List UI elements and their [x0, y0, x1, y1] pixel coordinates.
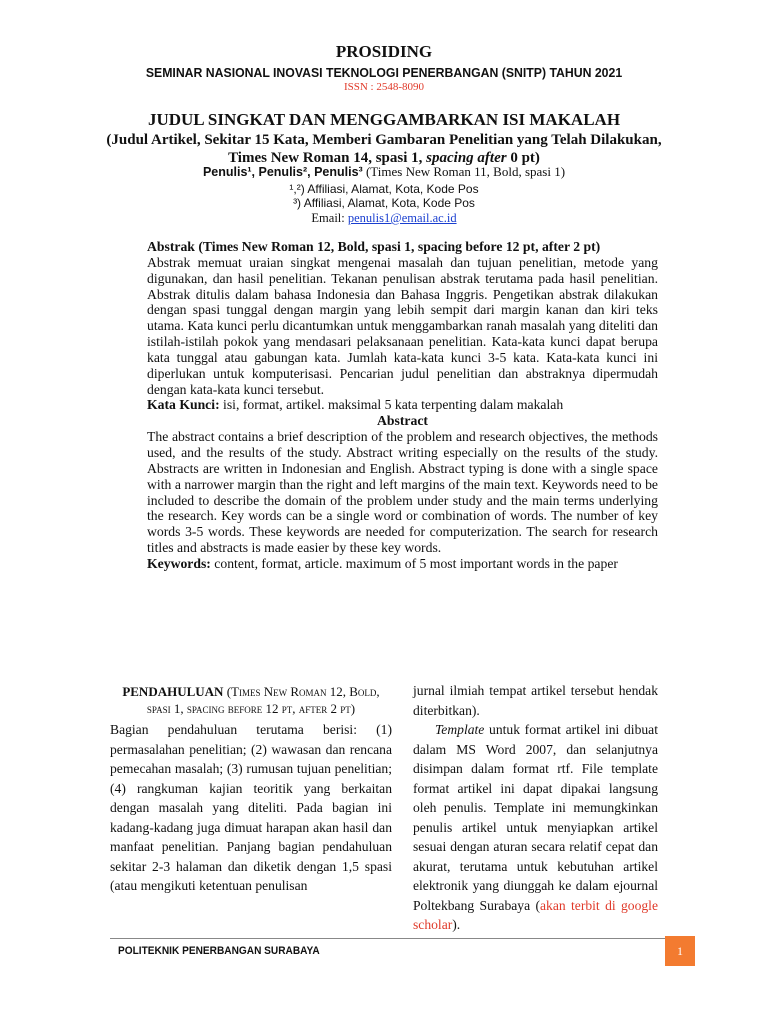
intro-heading-bold: PENDAHULUAN	[122, 684, 224, 699]
affiliation-1: ¹,²) Affiliasi, Alamat, Kota, Kode Pos	[289, 182, 479, 196]
abstract-id-keywords	[147, 397, 658, 413]
intro-heading-note: (Times New Roman 12, Bold, spasi 1, spacing before 12 pt, after 2 pt)	[146, 684, 380, 716]
abstract-en-body: The abstract contains a brief description of the problem and research objectives, the methods used, and the results of the study. Abstract writing especially on the results of the study. Abstracts are written in Indonesian and English. Abstract typing is done with a single space with a narrower margin than the right and left margins of the main text. Keywords need to be included to describe the domain of the problem under study and the main terms underlying the research. Key words can be a single word or combination of words. The number of key words 3-5 words. These keywords are needed for computerization. The search for research titles and abstracts is made easier by these key words.	[147, 429, 658, 556]
email-label: Email:	[311, 211, 348, 225]
author-names: Penulis¹, Penulis², Penulis³	[202, 165, 363, 179]
footer-institution: POLITEKNIK PENERBANGAN SURABAYA	[118, 945, 320, 957]
email-line	[0, 211, 768, 226]
keywords-values: content, format, article. maximum of 5 most important words in the paper	[210, 555, 618, 571]
affiliation-2: ³) Affiliasi, Alamat, Kota, Kode Pos	[293, 196, 475, 210]
prosiding-heading: PROSIDING	[335, 42, 433, 61]
kata-kunci-values: isi, format, artikel. maksimal 5 kata terpenting dalam makalah	[219, 397, 564, 413]
abstract-section	[147, 239, 658, 572]
template-italic: Template	[435, 722, 485, 737]
paper-subtitle	[100, 131, 668, 167]
intro-left-column	[110, 683, 392, 896]
issn-text: ISSN : 2548-8090	[343, 81, 425, 93]
abstract-id-body: Abstrak memuat uraian singkat mengenai masalah dan tujuan penelitian, metode yang digunakan, dan hasil penelitian. Tekanan penulisan abstrak terutama pada hasil penelitian. Abstrak ditulis dalam bahasa Indonesia dan Bahasa Inggris. Pengetikan abstrak dilakukan dengan spasi tunggal dengan margin yang lebih sempit dari margin kanan dan kiri teks utama. Kata kunci perlu dicantumkan untuk menggambarkan ranah masalah yang diteliti dan istilah-istilah pokok yang mendasari pelaksanaan penelitian. Kata-kata kunci dapat berupa kata tunggal atau gabungan kata. Jumlah kata-kata kunci 3-5 kata. Kata-kata kunci ini diperlukan untuk komputerisasi. Pencarian judul penelitian dan abstraknya dipermudah dengan kata-kata kunci tersebut.	[147, 254, 658, 397]
subtitle-line2-c: 0 pt)	[506, 150, 540, 166]
intro-right-p1: jurnal ilmiah tempat artikel tersebut hendak diterbitkan).	[413, 683, 658, 718]
page-number-badge: 1	[665, 936, 695, 966]
subtitle-line1: (Judul Artikel, Sekitar 15 Kata, Memberi Gambaran Penelitian yang Telah Dilakukan,	[106, 132, 662, 148]
intro-left-body: Bagian pendahuluan terutama berisi: (1) permasalahan penelitian; (2) wawasan dan rencana pemecahan masalah; (3) rumusan tujuan penelitian; (4) rangkuman kajian teoritik yang berkaitan dengan masalah yang diteliti. Pada bagian ini kadang-kadang juga dimuat harapan akan hasil dan manfaat penelitian. Panjang bagian pendahuluan sekitar 2-3 halaman dan diketik dengan 1,5 spasi (atau mengikuti ketentuan penulisan	[110, 722, 392, 893]
abstract-en-heading: Abstract	[377, 413, 428, 429]
seminar-heading: SEMINAR NASIONAL INOVASI TEKNOLOGI PENERBANGAN (SNITP) TAHUN 2021	[145, 65, 623, 80]
intro-right-column	[413, 681, 658, 935]
abstract-id-heading: Abstrak (Times New Roman 12, Bold, spasi 1, spacing before 12 pt, after 2 pt)	[147, 239, 601, 254]
subtitle-line2-a: Times New Roman 14, spasi 1,	[228, 150, 427, 166]
abstract-en-keywords	[147, 556, 658, 572]
intro-right-p2-end: ).	[452, 917, 461, 932]
intro-right-p2	[413, 720, 658, 935]
kata-kunci-label: Kata Kunci:	[147, 397, 220, 413]
google-scholar-note: akan terbit di google scholar	[413, 897, 658, 932]
email-link[interactable]: penulis1@email.ac.id	[347, 211, 457, 225]
keywords-label: Keywords:	[147, 555, 211, 571]
intro-right-p2-text: untuk format artikel ini dibuat dalam MS Word 2007, dan selanjutnya disimpan dalam format rtf. File template format artikel ini dapat dipakai langsung oleh penulis. Template ini memungkinkan penulis artikel untuk menyiapkan artikel sesuai dengan aturan secara relatif cepat dan akurat, terutama untuk kebutuhan artikel elektronik yang diunggah ke dalam ejournal Poltekbang Surabaya (	[413, 722, 658, 913]
authors-note: (Times New Roman 11, Bold, spasi 1)	[362, 164, 566, 179]
paper-title: JUDUL SINGKAT DAN MENGGAMBARKAN ISI MAKALAH	[147, 110, 621, 129]
authors-line	[0, 164, 768, 180]
footer-divider	[110, 938, 695, 939]
intro-heading	[110, 683, 392, 717]
subtitle-line2-b: spacing after	[426, 150, 507, 166]
